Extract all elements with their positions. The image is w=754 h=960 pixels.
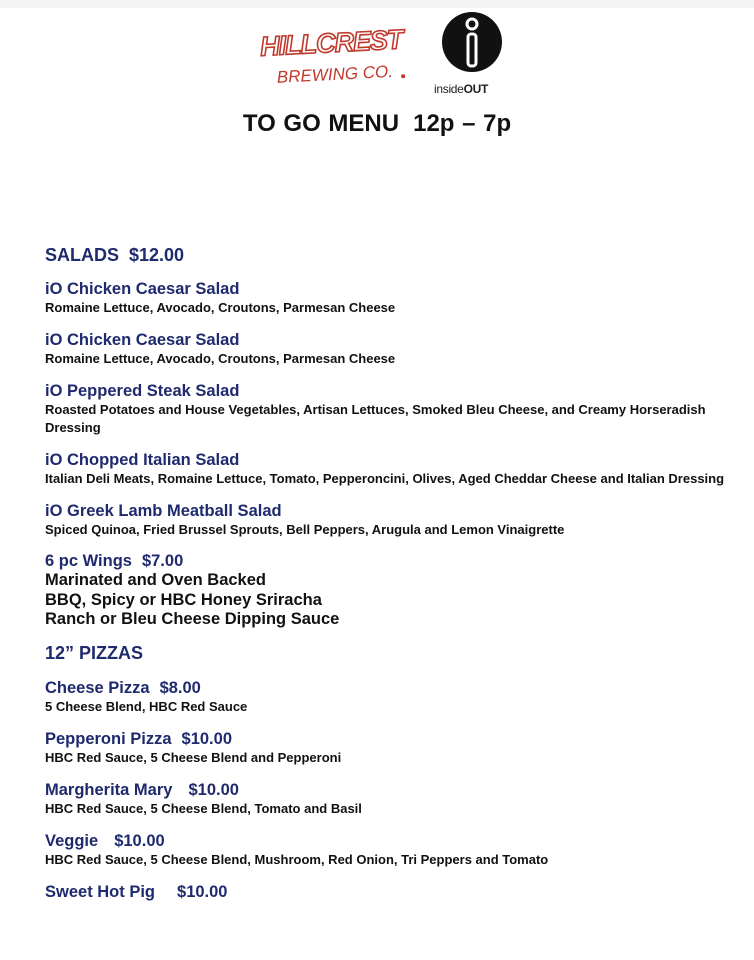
item-desc: HBC Red Sauce, 5 Cheese Blend and Pepperoni — [45, 749, 342, 765]
page-title — [0, 110, 754, 138]
menu-item — [45, 502, 735, 539]
item-name: Cheese Pizza $8.00 — [45, 678, 201, 697]
wings-line: Marinated and Oven Backed — [45, 571, 266, 589]
menu-item — [45, 451, 735, 488]
item-desc: 5 Cheese Blend, HBC Red Sauce — [45, 698, 248, 714]
item-name: 6 pc Wings $7.00 — [45, 552, 184, 570]
item-name: iO Greek Lamb Meatball Salad — [45, 502, 282, 520]
item-name: iO Peppered Steak Salad — [45, 382, 240, 400]
menu-item — [45, 883, 735, 902]
menu-item — [45, 331, 735, 368]
wings-line: BBQ, Spicy or HBC Honey Sriracha — [45, 590, 322, 609]
item-desc: Romaine Lettuce, Avocado, Croutons, Parmesan Cheese — [45, 351, 396, 366]
menu-item — [45, 382, 735, 437]
item-name: Sweet Hot Pig $10.00 — [45, 882, 228, 901]
menu-body — [45, 244, 735, 902]
menu-item — [45, 781, 735, 818]
item-name: Pepperoni Pizza $10.00 — [45, 729, 232, 748]
item-desc: HBC Red Sauce, 5 Cheese Blend, Mushroom, Red Onion, Tri Peppers and Tomato — [45, 851, 549, 867]
insideout-logo-mark — [432, 8, 512, 80]
menu-hours: 12p – 7p — [413, 110, 512, 137]
insideout-logo-word: insideOUT — [434, 82, 488, 96]
item-desc: Italian Deli Meats, Romaine Lettuce, Tomato, Pepperoncini, Olives, Aged Cheddar Cheese and Italian Dressing — [45, 471, 725, 486]
menu-item — [45, 280, 735, 317]
item-desc: Romaine Lettuce, Avocado, Croutons, Parmesan Cheese — [45, 300, 396, 315]
hillcrest-logo — [252, 22, 412, 92]
menu-item — [45, 730, 735, 767]
item-desc: Roasted Potatoes and House Vegetables, Artisan Lettuces, Smoked Bleu Cheese, and Creamy Horseradish Dressing — [45, 402, 706, 435]
menu-item — [45, 832, 735, 869]
menu-item — [45, 679, 735, 716]
top-rule — [0, 0, 754, 8]
wings-line: Ranch or Bleu Cheese Dipping Sauce — [45, 610, 340, 628]
item-name: iO Chicken Caesar Salad — [45, 280, 240, 298]
item-name: Margherita Mary $10.00 — [45, 780, 239, 799]
item-name: Veggie $10.00 — [45, 831, 165, 850]
wings-item — [45, 552, 735, 630]
item-name: iO Chicken Caesar Salad — [45, 331, 240, 349]
pizzas-heading: 12” PIZZAS — [45, 642, 144, 663]
item-desc: Spiced Quinoa, Fried Brussel Sprouts, Bell Peppers, Arugula and Lemon Vinaigrette — [45, 522, 565, 537]
item-name: iO Chopped Italian Salad — [45, 451, 240, 469]
insideout-logo — [432, 8, 512, 100]
menu-title: TO GO MENU — [242, 110, 400, 137]
item-desc: HBC Red Sauce, 5 Cheese Blend, Tomato and Basil — [45, 800, 362, 816]
hillcrest-logo-line1: HILLCREST — [259, 24, 404, 62]
hillcrest-logo-line2: BREWING CO. — [276, 61, 394, 87]
salads-heading: SALADS $12.00 — [45, 245, 185, 265]
